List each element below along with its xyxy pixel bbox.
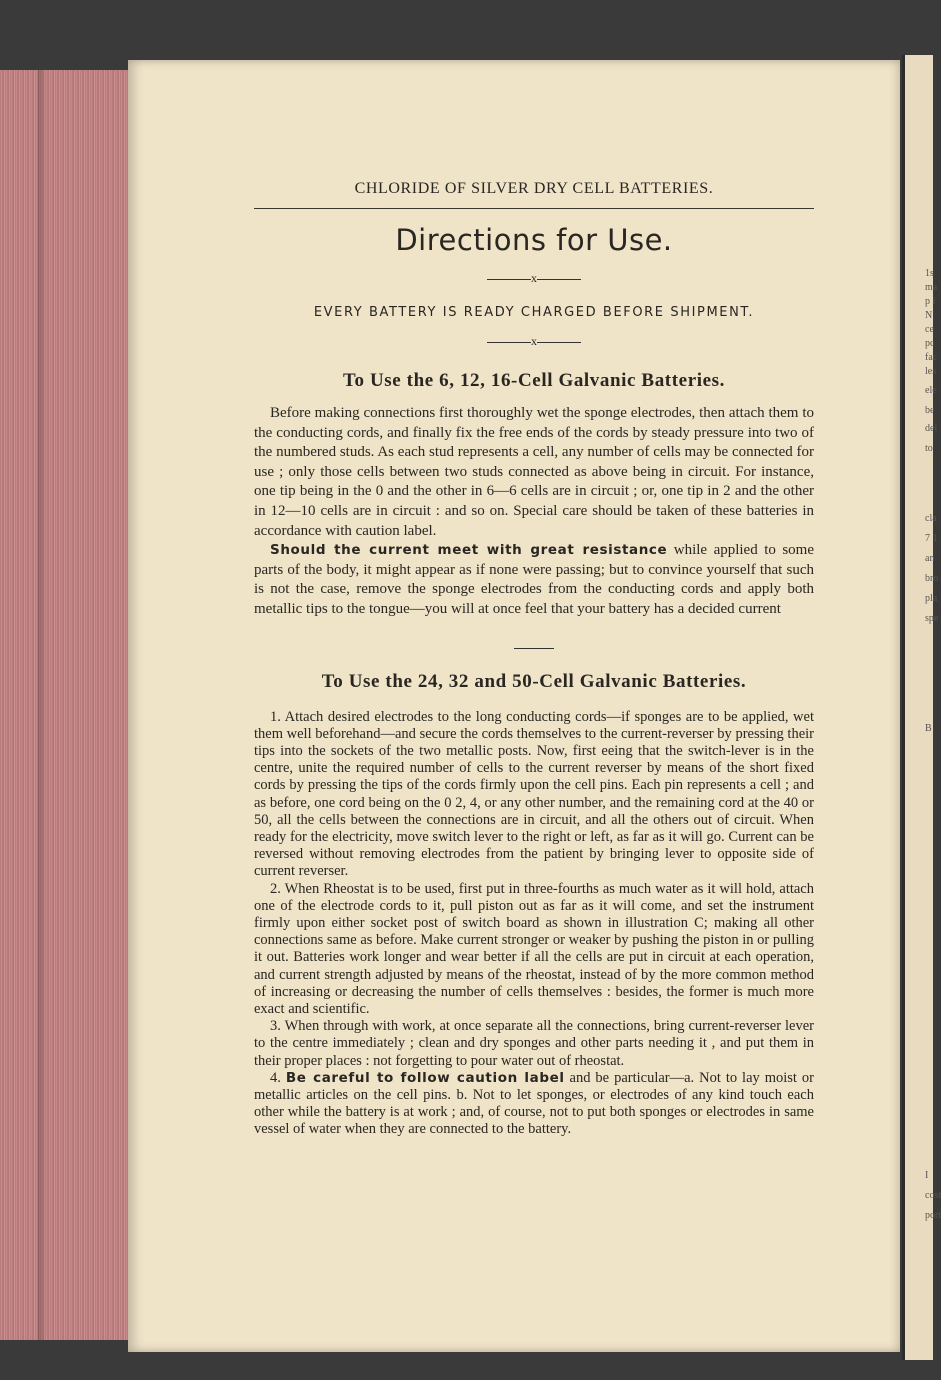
paragraph-lead: Should the current meet with great resistance [270,542,668,559]
adjacent-page-text: p i [925,296,936,307]
ornament-separator [254,334,814,348]
adjacent-page-text: ce [925,324,934,335]
item-number: 4. [270,1069,281,1086]
shipment-notice: EVERY BATTERY IS READY CHARGED BEFORE SHIPMENT. [313,305,755,320]
adjacent-page-text: dei [925,423,938,434]
adjacent-page-text: N [925,310,933,321]
adjacent-page-text: spe [925,613,939,624]
instruction-item-2: 2. When Rheostat is to be used, first put in three-fourths as much water as it will hold, attach one of the electrode cords to it, pull piston out as far as it will come, and set the instrument firmly upon either socket post of switch board as shown in illustration C; making all other connections same as before. Make current stronger or weaker by pushing the piston in or pulling it out. Batteries work longer and wear better if all the cells are put in circuit at each operation, and current strength adjusted by means of the rheostat, instead of by the more common method of increasing or decreasing the number of cells themselves : besides, the former is much more exact and scientific. [254,880,814,1017]
adjacent-page-text: cost [925,1190,941,1201]
section-divider [514,648,554,649]
running-head: CHLORIDE OF SILVER DRY CELL BATTERIES. [354,180,714,197]
adjacent-page-text: I [925,1170,929,1181]
adjacent-page-text: an [925,553,935,564]
adjacent-page-text: ele [925,385,937,396]
ornament-separator [254,271,814,285]
paragraph-text: while applied to some parts of the body, it might appear as if none were passing; but to convince yourself that such is not the case, remove the sponge electrodes from the conducting cords and apply both metallic tips to the tongue—you will at once feel that your battery has a decided current [254,542,814,617]
adjacent-page-text: port [925,1210,941,1221]
item-text: and be particular—a. Not to lay moist or metallic articles on the cell pins. b. Not to let sponges, or electrodes of any kind touch each other while the battery is at work ; and, of course, not to put both sponges or electrodes in same vessel of water when they are connected to the battery. [254,1069,814,1138]
separator-glyph: x [531,334,537,348]
section-heading-small-batteries: To Use the 6, 12, 16-Cell Galvanic Batteries. [343,370,725,391]
page-content [254,180,814,1139]
adjacent-page-text: pc [925,338,935,349]
header-rule [254,208,814,209]
separator-glyph: x [531,271,537,285]
paragraph-resistance [254,541,814,619]
instruction-item-3: 3. When through with work, at once separate all the connections, bring current-reverser lever to the centre immediately ; clean and dry sponges and other parts needing it , and put them in their proper places : not forgetting to pour water out of rheostat. [254,1018,814,1069]
adjacent-page-text: 1s [925,268,934,279]
adjacent-page-text: les [925,366,937,377]
adjacent-page-text: 7 1 [925,533,938,544]
adjacent-page-text: cla [925,513,937,524]
instruction-item-1: 1. Attach desired electrodes to the long conducting cords—if sponges are to be applied, wet them well beforehand—and secure the cords themselves to the current-reverser by pressing their tips into the sockets of the two metallic posts. Now, first eeing that the switch-lever is in the centre, unite the required number of cells to the current reverser by means of the short fixed cords by pressing the tips of the cords firmly upon the cell pins. Each pin represents a cell ; and as before, one cord being on the 0 2, 4, or any other number, and the remaining cord at the 40 or 50, all the cells between the connections are in circuit, and all the others out of circuit. When ready for the electricity, move switch lever to the right or left, as far as it will go. Current can be reversed without removing electrodes from the patient by bringing lever to opposite side of current reverser. [254,708,814,880]
book-fore-edge [0,70,128,1340]
adjacent-page-text: bro [925,573,939,584]
adjacent-page-text: pla [925,593,938,604]
adjacent-page-text: ma [925,282,938,293]
page-title: Directions for Use. [395,223,673,257]
adjacent-page-text: be [925,405,935,416]
caution-lead: Be careful to follow caution label [285,1069,565,1086]
section-heading-large-batteries: To Use the 24, 32 and 50-Cell Galvanic Batteries. [321,670,747,692]
instruction-item-4 [254,1070,814,1139]
paragraph-connections: Before making connections first thoroughly wet the sponge electrodes, then attach them to the conducting cords, and finally fix the free ends of the cords by steady pressure into two of the numbered studs. As each stud represents a cell, any number of cells may be connected for use ; only those cells between two studs connected as above being in circuit. For instance, one tip being in the 0 and the other in 6—6 cells are in circuit ; or, one tip in 2 and the other in 12—10 cells are in circuit : and so on. Special care should be taken of these batteries in accordance with caution label. [254,405,814,539]
adjacent-page-text: fac [925,352,938,363]
book-edge-shadow [38,70,46,1340]
adjacent-page-text: B [925,723,932,734]
adjacent-page-text: to [925,443,933,454]
instructions-list [254,709,814,1139]
adjacent-page-edge [902,55,941,1360]
